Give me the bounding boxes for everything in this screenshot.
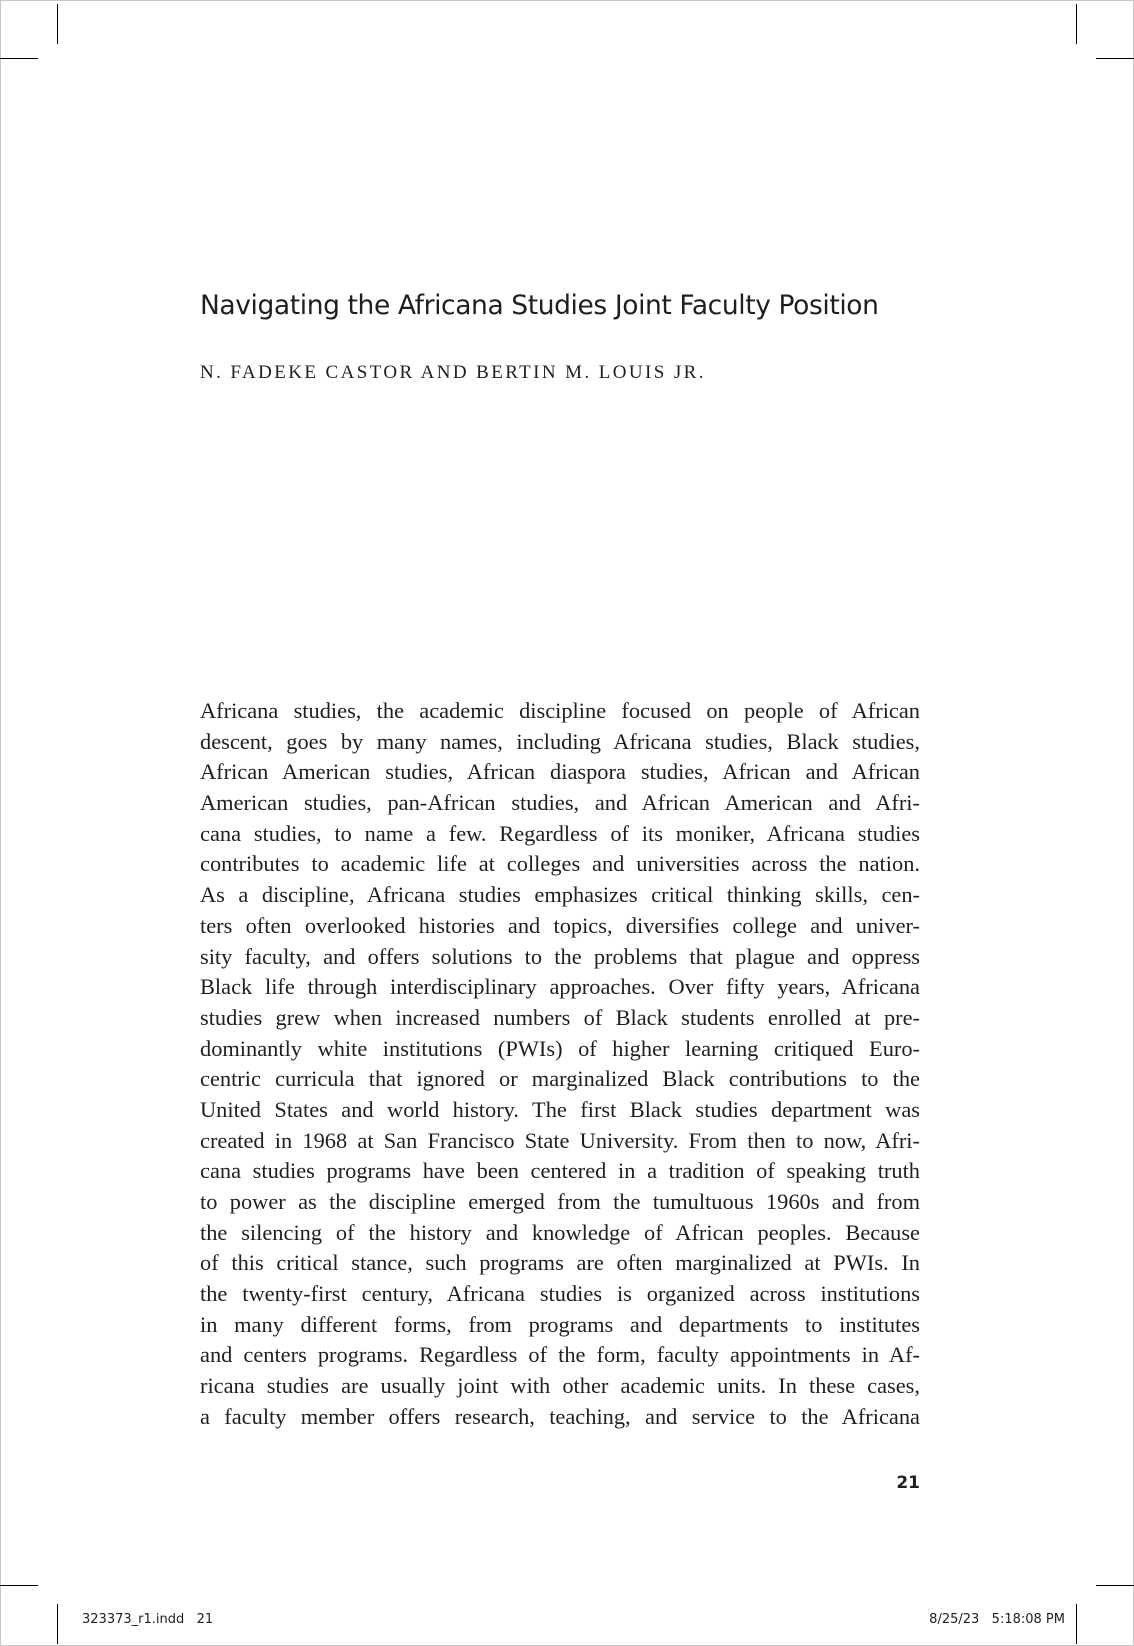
body-line: Africana studies, the academic discipline focused on people of African — [200, 698, 920, 723]
slug-file-info: 323373_r1.indd 21 — [82, 1612, 214, 1627]
body-paragraph — [200, 696, 920, 1433]
crop-mark-bottom-left-vertical — [57, 1604, 58, 1644]
body-line: ters often overlooked histories and topics, diversifies college and univer- — [200, 912, 920, 938]
crop-mark-bottom-right-vertical — [1076, 1604, 1077, 1644]
chapter-authors: N. FADEKE CASTOR AND BERTIN M. LOUIS JR. — [200, 362, 706, 383]
body-line: dominantly white institutions (PWIs) of higher learning critiqued Euro- — [200, 1035, 920, 1061]
crop-mark-top-left-horizontal — [0, 58, 38, 59]
crop-mark-top-right-vertical — [1076, 4, 1077, 44]
chapter-title: Navigating the Africana Studies Joint Faculty Position — [200, 290, 879, 321]
body-line: of this critical stance, such programs are often marginalized at PWIs. In — [200, 1250, 920, 1276]
body-line: the silencing of the history and knowledge of African peoples. Because — [200, 1219, 920, 1245]
crop-mark-bottom-left-horizontal — [0, 1585, 38, 1586]
body-line: ricana studies are usually joint with other academic units. In these cases, — [200, 1373, 920, 1399]
body-line: studies grew when increased numbers of Black students enrolled at pre- — [200, 1004, 920, 1030]
body-line: and centers programs. Regardless of the form, faculty appointments in Af- — [200, 1342, 920, 1368]
crop-mark-top-left-vertical — [57, 4, 58, 44]
body-line: in many different forms, from programs and departments to institutes — [200, 1311, 920, 1337]
body-line: a faculty member offers research, teaching, and service to the Africana — [200, 1403, 920, 1429]
body-line: United States and world history. The first Black studies department was — [200, 1096, 920, 1122]
crop-mark-top-right-horizontal — [1096, 58, 1134, 59]
body-line: contributes to academic life at colleges and universities across the nation. — [200, 851, 920, 877]
body-line: sity faculty, and offers solutions to the problems that plague and oppress — [200, 943, 920, 969]
body-line: cana studies, to name a few. Regardless of its moniker, Africana studies — [200, 820, 920, 846]
body-line: As a discipline, Africana studies emphasizes critical thinking skills, cen- — [200, 882, 920, 908]
body-line: created in 1968 at San Francisco State University. From then to now, Afri- — [200, 1127, 920, 1153]
crop-mark-bottom-right-horizontal — [1096, 1585, 1134, 1586]
body-line: descent, goes by many names, including Africana studies, Black studies, — [200, 728, 920, 754]
body-line: the twenty-first century, Africana studies is organized across institutions — [200, 1281, 920, 1307]
slug-timestamp: 8/25/23 5:18:08 PM — [929, 1612, 1065, 1627]
body-line: cana studies programs have been centered in a tradition of speaking truth — [200, 1158, 920, 1184]
body-line: centric curricula that ignored or marginalized Black contributions to the — [200, 1066, 920, 1092]
body-line: to power as the discipline emerged from the tumultuous 1960s and from — [200, 1189, 920, 1214]
body-line: Black life through interdisciplinary approaches. Over fifty years, Africana — [200, 974, 920, 1000]
page-number: 21 — [896, 1473, 920, 1493]
body-line: African American studies, African diaspora studies, African and African — [200, 759, 920, 785]
body-line: American studies, pan-African studies, and African American and Afri- — [200, 790, 920, 816]
